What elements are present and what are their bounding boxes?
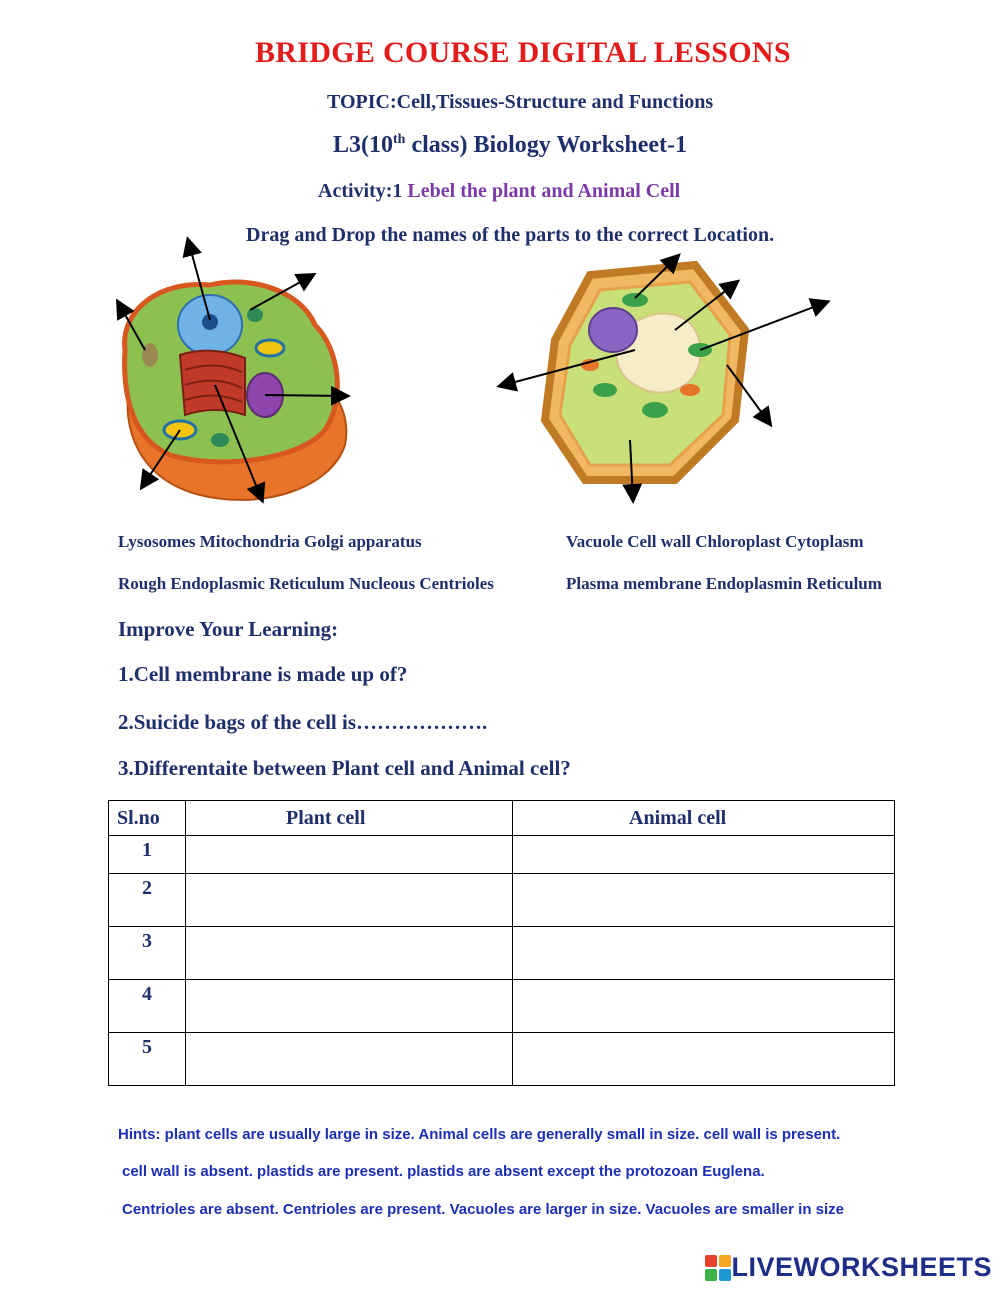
liveworksheets-logo-icon bbox=[705, 1255, 731, 1281]
class-suffix: class) Biology Worksheet-1 bbox=[405, 132, 688, 158]
table-row bbox=[109, 1033, 895, 1086]
question-2: 2.Suicide bags of the cell is………………. bbox=[118, 710, 488, 734]
row-number: 5 bbox=[109, 1033, 186, 1086]
activity-line bbox=[318, 180, 680, 203]
class-superscript: th bbox=[393, 132, 406, 147]
question-1: 1.Cell membrane is made up of? bbox=[118, 662, 408, 686]
table-row bbox=[109, 874, 895, 927]
plant-cell-answer[interactable] bbox=[186, 836, 513, 874]
plant-cell-answer[interactable] bbox=[186, 874, 513, 927]
row-number: 3 bbox=[109, 927, 186, 980]
word-bank-row2-right: Plasma membrane Endoplasmin Reticulum bbox=[566, 574, 882, 593]
instruction-text: Drag and Drop the names of the parts to the correct Location. bbox=[246, 224, 775, 246]
topic-line: TOPIC:Cell,Tissues-Structure and Functions bbox=[327, 91, 714, 113]
comparison-table bbox=[108, 800, 895, 1086]
hint-line-3: Centrioles are absent. Centrioles are present. Vacuoles are larger in size. Vacuoles are smaller in size bbox=[122, 1201, 845, 1218]
plant-cell-diagram bbox=[495, 250, 835, 510]
hint-line-1: Hints: plant cells are usually large in size. Animal cells are generally small in size. cell wall is present. bbox=[118, 1126, 841, 1143]
table-header-row bbox=[109, 801, 895, 836]
table-row bbox=[109, 980, 895, 1033]
table-row bbox=[109, 927, 895, 980]
animal-cell-answer[interactable] bbox=[513, 980, 895, 1033]
plant-cell-answer[interactable] bbox=[186, 980, 513, 1033]
questions-heading: Improve Your Learning: bbox=[118, 617, 339, 641]
class-prefix: L3(10 bbox=[333, 132, 393, 158]
plant-cell-answer[interactable] bbox=[186, 1033, 513, 1086]
word-bank-row2-left: Rough Endoplasmic Reticulum Nucleous Centrioles bbox=[118, 574, 494, 593]
plant-cell-answer[interactable] bbox=[186, 927, 513, 980]
header-animal-cell: Animal cell bbox=[513, 801, 895, 836]
header-plant-cell: Plant cell bbox=[186, 801, 513, 836]
activity-prefix: Activity:1 bbox=[318, 180, 408, 202]
row-number: 4 bbox=[109, 980, 186, 1033]
worksheet-title: BRIDGE COURSE DIGITAL LESSONS bbox=[255, 36, 791, 69]
animal-cell-answer[interactable] bbox=[513, 927, 895, 980]
logo-text: LIVEWORKSHEETS bbox=[731, 1252, 992, 1282]
animal-cell-answer[interactable] bbox=[513, 836, 895, 874]
hint-line-2: cell wall is absent. plastids are present. plastids are absent except the protozoan Euglena. bbox=[122, 1163, 765, 1180]
animal-cell-answer[interactable] bbox=[513, 1033, 895, 1086]
animal-cell-diagram bbox=[100, 230, 370, 520]
word-bank-row1-left: Lysosomes Mitochondria Golgi apparatus bbox=[118, 532, 422, 551]
word-bank-row1-right: Vacuole Cell wall Chloroplast Cytoplasm bbox=[566, 532, 864, 551]
table-row bbox=[109, 836, 895, 874]
header-slno: Sl.no bbox=[109, 801, 186, 836]
row-number: 2 bbox=[109, 874, 186, 927]
row-number: 1 bbox=[109, 836, 186, 874]
question-3: 3.Differentaite between Plant cell and Animal cell? bbox=[118, 756, 571, 780]
animal-cell-answer[interactable] bbox=[513, 874, 895, 927]
liveworksheets-logo bbox=[705, 1252, 992, 1283]
class-line bbox=[333, 132, 687, 159]
activity-text: Lebel the plant and Animal Cell bbox=[407, 180, 681, 202]
